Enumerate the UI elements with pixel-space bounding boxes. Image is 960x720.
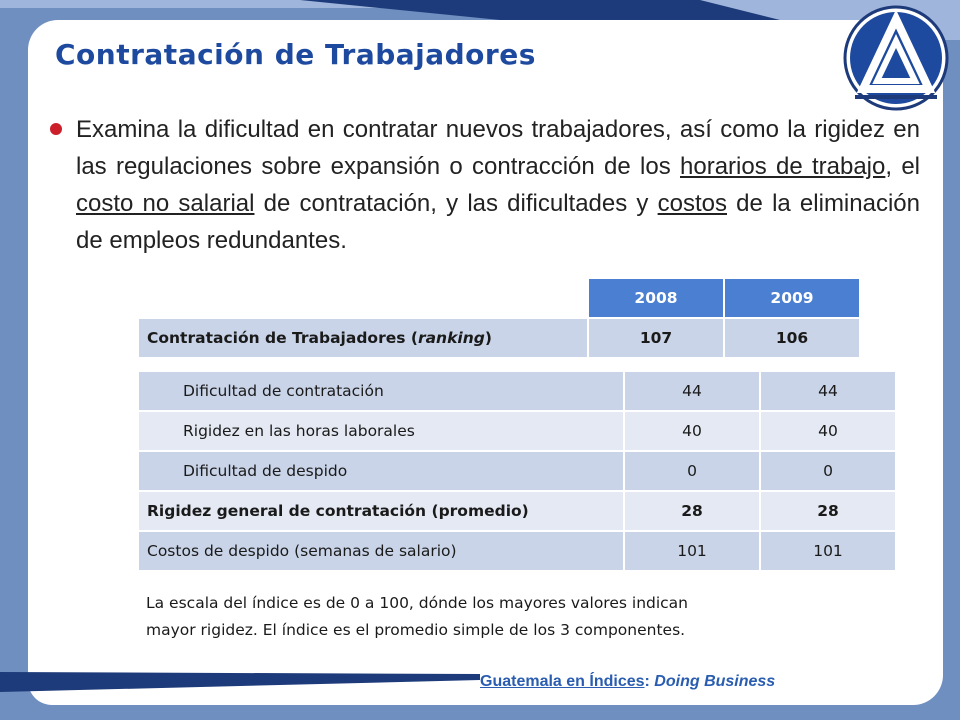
row-label-rigidez-general: Rigidez general de contratación (promedio) [138, 491, 624, 531]
bullet-text-part: de contratación, y las dificultades y [254, 190, 658, 217]
footer-italic: Doing Business [654, 673, 776, 690]
cell-2009: 0 [760, 451, 896, 491]
table-row [138, 531, 896, 571]
bullet-text-part: Examina la dificultad en contratar nuevos trabajadores, así como la rigidez en las regulaciones sobre expansión o contracción de los [76, 116, 920, 180]
triangle-logo-icon [843, 5, 949, 111]
page-title: Contratación de Trabajadores [55, 38, 536, 71]
components-table [137, 370, 897, 572]
footer-separator: : [644, 673, 655, 690]
link-horarios[interactable]: horarios de trabajo [680, 153, 886, 180]
cell-2008: 40 [624, 411, 760, 451]
table-row [138, 451, 896, 491]
ranking-2009: 106 [724, 318, 860, 358]
note-line-2: mayor rigidez. El índice es el promedio simple de los 3 componentes. [146, 621, 686, 639]
footer-link[interactable]: Guatemala en Índices [480, 673, 645, 690]
bullet-dot-icon [50, 123, 62, 135]
ranking-label [138, 318, 588, 358]
bullet-text-part: de la eliminación de empleos redundantes. [76, 190, 920, 254]
year-header-2009: 2009 [724, 278, 860, 318]
table-row [138, 371, 896, 411]
bullet-paragraph [50, 111, 920, 259]
link-costos[interactable]: costos [657, 190, 727, 217]
cell-2008: 28 [624, 491, 760, 531]
ranking-table [137, 277, 861, 359]
ranking-2008: 107 [588, 318, 724, 358]
row-label-dificultad-contratacion: Dificultad de contratación [138, 371, 624, 411]
table-row [138, 491, 896, 531]
row-label-dificultad-despido: Dificultad de despido [138, 451, 624, 491]
cell-2008: 0 [624, 451, 760, 491]
scale-note [146, 590, 846, 644]
table-row [138, 411, 896, 451]
footer-source [480, 673, 775, 691]
row-label-costos-despido: Costos de despido (semanas de salario) [138, 531, 624, 571]
cell-2008: 44 [624, 371, 760, 411]
header-empty-cell [138, 278, 588, 318]
bullet-text-part: , el [885, 153, 921, 180]
cell-2009: 28 [760, 491, 896, 531]
ranking-label-italic: ranking [417, 329, 485, 347]
note-line-1: La escala del índice es de 0 a 100, dónde los mayores valores indican [146, 594, 689, 612]
year-header-2008: 2008 [588, 278, 724, 318]
ranking-label-text: Contratación de Trabajadores ( [147, 329, 418, 347]
link-costo-no-salarial[interactable]: costo no salarial [76, 190, 255, 217]
cell-2009: 101 [760, 531, 896, 571]
cell-2009: 40 [760, 411, 896, 451]
table-row [138, 318, 860, 358]
ranking-label-end: ) [484, 329, 492, 347]
row-label-rigidez-horas: Rigidez en las horas laborales [138, 411, 624, 451]
bottom-decoration [0, 672, 480, 692]
cell-2009: 44 [760, 371, 896, 411]
bullet-text [76, 111, 920, 259]
cell-2008: 101 [624, 531, 760, 571]
